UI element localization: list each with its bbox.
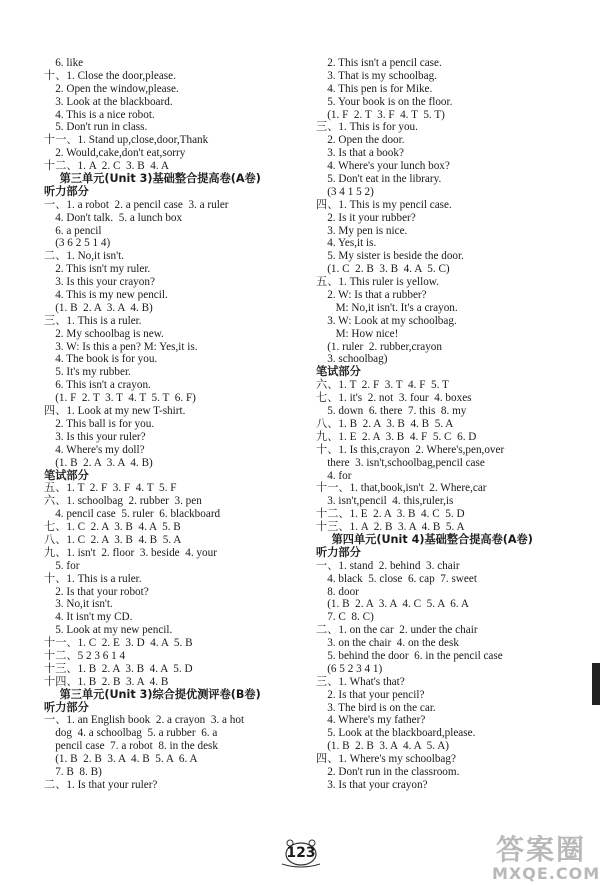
- heading-line: 第三单元(Unit 3)综合提优测评卷(B卷): [44, 687, 261, 701]
- text-line: 5. Look at my new pencil.: [44, 624, 173, 637]
- text-line: 九、1. E 2. A 3. B 4. F 5. C 6. D: [316, 430, 477, 443]
- text-line: 二、1. No,it isn't.: [44, 250, 125, 263]
- heading-line: 第三单元(Unit 3)基础整合提高卷(A卷): [44, 172, 261, 186]
- text-line: 5. It's my rubber.: [44, 366, 131, 379]
- section-line: 听力部分: [316, 545, 361, 559]
- text-line: 三、1. This is for you.: [316, 121, 418, 134]
- text-line: 三、1. What's that?: [316, 675, 405, 688]
- text-line: 3. W: Look at my schoolbag.: [316, 314, 457, 327]
- text-line: 3. That is my schoolbag.: [316, 69, 437, 82]
- text-line: 4. pencil case 5. ruler 6. blackboard: [44, 508, 221, 521]
- text-line: 5. Look at the blackboard,please.: [316, 727, 476, 740]
- text-line: (6 5 2 3 4 1): [316, 662, 383, 675]
- text-line: 7. C 8. C): [316, 611, 374, 624]
- left-column: [44, 57, 314, 792]
- text-line: 5. Don't run in class.: [44, 121, 148, 134]
- text-line: (1. C 2. B 3. B 4. A 5. C): [316, 263, 450, 276]
- text-line: 5. down 6. there 7. this 8. my: [316, 405, 467, 418]
- text-line: pencil case 7. a robot 8. in the desk: [44, 740, 218, 753]
- text-line: 3. Look at the blackboard.: [44, 95, 173, 108]
- text-line: 2. This isn't my ruler.: [44, 263, 151, 276]
- text-line: 十四、1. B 2. B 3. A 4. B: [44, 675, 169, 688]
- text-line: (1. B 2. A 3. A 4. B): [44, 456, 153, 469]
- text-line: 十、1. Close the door,please.: [44, 69, 176, 82]
- text-line: 4. Yes,it is.: [316, 237, 377, 250]
- text-line: 5. for: [44, 559, 80, 572]
- text-line: 2. This isn't a pencil case.: [316, 57, 442, 69]
- text-line: 4. for: [316, 469, 352, 482]
- right-column: [316, 57, 586, 792]
- text-line: 4. Where's my doll?: [44, 443, 145, 456]
- heading-line: 第四单元(Unit 4)基础整合提高卷(A卷): [316, 532, 533, 546]
- text-line: 3. schoolbag): [316, 353, 388, 366]
- text-line: 6. a pencil: [44, 224, 102, 237]
- text-line: 八、1. B 2. A 3. B 4. B 5. A: [316, 417, 454, 430]
- text-line: 5. Don't eat in the library.: [316, 173, 442, 186]
- watermark-logo-text: 答案圈: [496, 833, 587, 866]
- watermark: [488, 828, 598, 884]
- text-line: 三、1. This is a ruler.: [44, 314, 142, 327]
- section-line: 听力部分: [44, 184, 89, 198]
- text-line: 八、1. C 2. A 3. B 4. B 5. A: [44, 533, 182, 546]
- text-line: 2. Open the window,please.: [44, 82, 179, 95]
- text-line: 7. B 8. B): [44, 765, 102, 778]
- text-line: 3. Is that a book?: [316, 147, 404, 160]
- text-line: (1. B 2. B 3. A 4. A 5. A): [316, 740, 450, 753]
- section-line: 听力部分: [44, 700, 89, 714]
- text-line: 6. like: [44, 57, 84, 69]
- text-line: 3. Is this your crayon?: [44, 276, 155, 289]
- text-line: (3 6 2 5 1 4): [44, 237, 111, 250]
- text-line: 4. Don't talk. 5. a lunch box: [44, 211, 183, 224]
- text-line: dog 4. a schoolbag 5. a rubber 6. a: [44, 727, 218, 740]
- text-line: 七、1. C 2. A 3. B 4. A 5. B: [44, 521, 181, 534]
- text-line: 九、1. isn't 2. floor 3. beside 4. your: [44, 546, 217, 559]
- text-line: (1. ruler 2. rubber,crayon: [316, 340, 442, 353]
- text-line: 一、1. a robot 2. a pencil case 3. a ruler: [44, 198, 229, 211]
- text-line: 十一、1. Stand up,close,door,Thank: [44, 134, 209, 147]
- text-line: 十、1. Is this,crayon 2. Where's,pen,over: [316, 443, 505, 456]
- text-line: 十三、1. B 2. A 3. B 4. A 5. D: [44, 662, 193, 675]
- text-line: 4. It isn't my CD.: [44, 611, 133, 624]
- text-line: 一、1. stand 2. behind 3. chair: [316, 559, 460, 572]
- text-line: 4. Where's your lunch box?: [316, 160, 450, 173]
- text-line: 六、1. T 2. F 3. T 4. F 5. T: [316, 379, 449, 392]
- text-line: (1. F 2. T 3. F 4. T 5. T): [316, 108, 445, 121]
- text-line: 2. Is that your robot?: [44, 585, 149, 598]
- text-line: 4. black 5. close 6. cap 7. sweet: [316, 572, 477, 585]
- text-line: (3 4 1 5 2): [316, 185, 374, 198]
- text-line: 十二、5 2 3 6 1 4: [44, 649, 126, 662]
- text-line: 十一、1. that,book,isn't 2. Where,car: [316, 482, 487, 495]
- text-line: 5. Your book is on the floor.: [316, 95, 453, 108]
- text-line: 3. My pen is nice.: [316, 224, 408, 237]
- text-line: 二、1. on the car 2. under the chair: [316, 624, 478, 637]
- text-line: 3. W: Is this a pen? M: Yes,it is.: [44, 340, 198, 353]
- text-line: 6. This isn't a crayon.: [44, 379, 151, 392]
- text-line: 2. Is it your rubber?: [316, 211, 416, 224]
- text-line: 5. behind the door 6. in the pencil case: [316, 649, 503, 662]
- text-line: 二、1. Is that your ruler?: [44, 778, 158, 791]
- text-line: 4. The book is for you.: [44, 353, 158, 366]
- text-line: 4. This pen is for Mike.: [316, 82, 433, 95]
- text-line: 4. This is a nice robot.: [44, 108, 155, 121]
- section-line: 笔试部分: [44, 468, 89, 482]
- text-line: 2. Open the door.: [316, 134, 405, 147]
- text-line: 2. This ball is for you.: [44, 417, 155, 430]
- text-line: 十二、1. A 2. C 3. B 4. A: [44, 160, 169, 173]
- text-line: 四、1. This is my pencil case.: [316, 198, 452, 211]
- text-line: 五、1. This ruler is yellow.: [316, 276, 439, 289]
- text-line: 4. Where's my father?: [316, 714, 426, 727]
- text-line: there 3. isn't,schoolbag,pencil case: [316, 456, 485, 469]
- text-line: 十二、1. E 2. A 3. B 4. C 5. D: [316, 508, 465, 521]
- text-line: (1. F 2. T 3. T 4. T 5. T 6. F): [44, 392, 196, 405]
- text-line: (1. B 2. B 3. A 4. B 5. A 6. A: [44, 753, 198, 766]
- text-line: (1. B 2. A 3. A 4. C 5. A 6. A: [316, 598, 469, 611]
- text-line: 十一、1. C 2. E 3. D 4. A 5. B: [44, 637, 193, 650]
- text-line: 4. This is my new pencil.: [44, 289, 168, 302]
- text-line: 十三、1. A 2. B 3. A 4. B 5. A: [316, 521, 465, 534]
- text-line: 2. My schoolbag is new.: [44, 327, 164, 340]
- text-line: M: How nice!: [316, 327, 399, 340]
- page-number: [278, 838, 324, 868]
- text-line: 3. No,it isn't.: [44, 598, 113, 611]
- text-line: (1. B 2. A 3. A 4. B): [44, 301, 153, 314]
- text-line: 2. W: Is that a rubber?: [316, 289, 427, 302]
- text-line: 3. isn't,pencil 4. this,ruler,is: [316, 495, 454, 508]
- watermark-url-text: MXQE.COM: [492, 864, 600, 883]
- section-line: 笔试部分: [316, 365, 361, 379]
- text-line: 5. My sister is beside the door.: [316, 250, 464, 263]
- side-tab-marker: [592, 663, 600, 705]
- text-line: 六、1. schoolbag 2. rubber 3. pen: [44, 495, 202, 508]
- text-line: 2. Don't run in the classroom.: [316, 765, 460, 778]
- text-line: 一、1. an English book 2. a crayon 3. a hot: [44, 714, 245, 727]
- text-line: M: No,it isn't. It's a crayon.: [316, 301, 458, 314]
- text-line: 2. Would,cake,don't eat,sorry: [44, 147, 186, 160]
- text-line: 五、1. T 2. F 3. F 4. T 5. F: [44, 482, 177, 495]
- text-line: 3. The bird is on the car.: [316, 701, 436, 714]
- text-line: 四、1. Where's my schoolbag?: [316, 753, 456, 766]
- text-line: 十、1. This is a ruler.: [44, 572, 142, 585]
- text-line: 3. Is this your ruler?: [44, 430, 146, 443]
- text-line: 3. on the chair 4. on the desk: [316, 637, 459, 650]
- text-line: 3. Is that your crayon?: [316, 778, 428, 791]
- text-line: 8. door: [316, 585, 359, 598]
- page-number-text: 123: [286, 845, 316, 861]
- text-line: 七、1. it's 2. not 3. four 4. boxes: [316, 392, 472, 405]
- text-line: 四、1. Look at my new T-shirt.: [44, 405, 186, 418]
- text-line: 2. Is that your pencil?: [316, 688, 425, 701]
